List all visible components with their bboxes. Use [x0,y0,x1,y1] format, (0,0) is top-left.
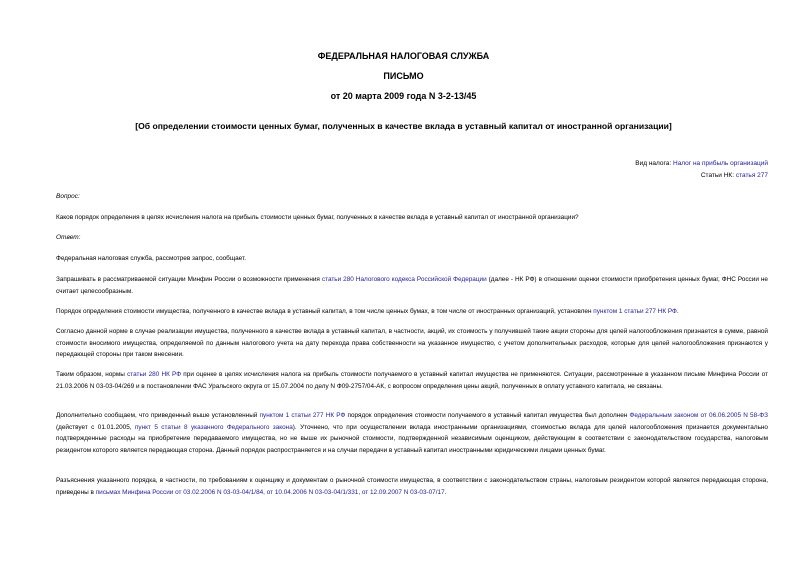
document-date-number: от 20 марта 2009 года N 3-2-13/45 [330,91,477,101]
p6-text-c: (действует с 01.01.2005, [56,423,135,431]
agency-title: ФЕДЕРАЛЬНАЯ НАЛОГОВАЯ СЛУЖБА [317,51,490,61]
clause-5-article-8-link[interactable]: пункт 5 статьи 8 указанного Федерального закона [134,423,293,431]
answer-paragraph-3 [56,306,768,318]
federal-law-58fz-link[interactable]: Федеральным законом от 06.06.2005 N 58-ФЗ [629,412,768,419]
answer-paragraph-6 [56,410,768,456]
p6-text-d: ). Уточнено, что при осуществлении вклада иностранными организациями, стоимостью вклада для целей налогообложения признается документально подтвержденные расходы на приобретение передаваемого имущества, но не выше их рыночной стоимости, подтвержденной независимым оценщиком, действующим в соответствии с законодательством государства, налоговым резидентом которого является передающая сторона. Данный порядок распространяется и на случаи передачи в уставный капитал иностранными юридическими лицами ценных бумаг. [56,423,768,454]
article-277-link[interactable]: статья 277 [735,172,768,179]
p5-text-a: Таким образом, нормы [56,371,128,378]
p7-text-b: . [444,488,447,496]
question-text: Каков порядок определения в целях исчисления налога на прибыль стоимости ценных бумаг, полученных в качестве вклада в уставный капитал от иностранной организации? [56,214,579,221]
tax-type-line [635,160,768,167]
tax-type-label: Вид налога: [635,160,673,167]
question-label: Вопрос: [56,193,80,200]
articles-line [701,172,768,179]
p3-text-a: Порядок определения стоимости имущества, полученного в качестве вклада в уставный капитал, в том числе ценных бумах, в том числе от иностранных организаций, установлен [56,308,594,315]
articles-label: Статьи НК: [700,172,736,179]
answer-paragraph-5 [56,369,768,392]
article-280-link[interactable]: статьи 280 НК РФ [127,371,182,378]
clause-1-article-277-link[interactable]: пунктом 1 статьи 277 НК РФ [593,308,677,315]
minfin-letters-link[interactable]: письмах Минфина России от 03.02.2006 N 03-03-04/1/84, от 10.04.2006 N 03-03-04/1/331, от 12.09.2007 N 03-03-07/17 [95,488,445,496]
answer-paragraph-1: Федеральная налоговая служба, рассмотрев запрос, сообщает. [56,255,246,262]
p3-text-b: . [676,308,679,315]
document-type: ПИСЬМО [383,71,424,81]
tax-type-link[interactable]: Налог на прибыль организаций [673,160,768,167]
p2-text-a: Запрашивать в рассматриваемой ситуации Минфин России о возможности применения [56,276,322,283]
answer-paragraph-2 [56,274,768,297]
p6-text-a: Дополнительно сообщаем, что приведенный выше установленный [56,412,260,419]
answer-paragraph-4: Согласно данной норме в случае реализации имущества, полученного в качестве вклада в уставный капитал, в частности, акций, их стоимость у получившей такие акции стороны для целей налогообложения признается в сумме, равной стоимости вносимого имущества, определяемой по данным налогового учета на дату перехода права собственности на указанное имущество, с учетом дополнительных расходов, которые для целей налогообложения признаются у передающей стороны при таком внесении. [56,328,768,358]
answer-label: Ответ: [56,234,81,241]
clause-1-article-277-link-2[interactable]: пунктом 1 статьи 277 НК РФ [259,412,346,419]
answer-paragraph-7 [56,475,768,498]
p6-text-b: порядок определения стоимости получаемого в уставный капитал имущества был дополнен [345,412,630,419]
p2-text-b: (далее - НК РФ) в отношении оценки стоимости приобретения ценных бумаг, ФНС России не считает целесообразным. [56,276,768,295]
article-280-nk-link[interactable]: статьи 280 Налогового кодекса Российской Федерации [321,276,487,283]
p7-text-a: Разъяснения указанного порядка, в частности, по требованиям к оценщику и документам о рыночной стоимости имущества, в соответствии с законодательством страны, налоговым резидентом которой является передающая сторона, приведены в [56,477,768,496]
p5-text-b: при оценке в целях исчисления налога на прибыль стоимости получаемого в уставный капитал имущества не применяются. Ситуации, рассмотренные в указанном письме Минфина России от 21.03.2006 N 03-03-04/269 и в постановлении ФАС Уральского округа от 15.07.2004 по делу N Ф09-2757/04-АК, с вопросом определения цены акций, полученных в оплату уставного капитала, не связаны. [56,371,769,390]
document-subject: [Об определении стоимости ценных бумаг, полученных в качестве вклада в уставный капитал от иностранной организации] [135,121,672,131]
